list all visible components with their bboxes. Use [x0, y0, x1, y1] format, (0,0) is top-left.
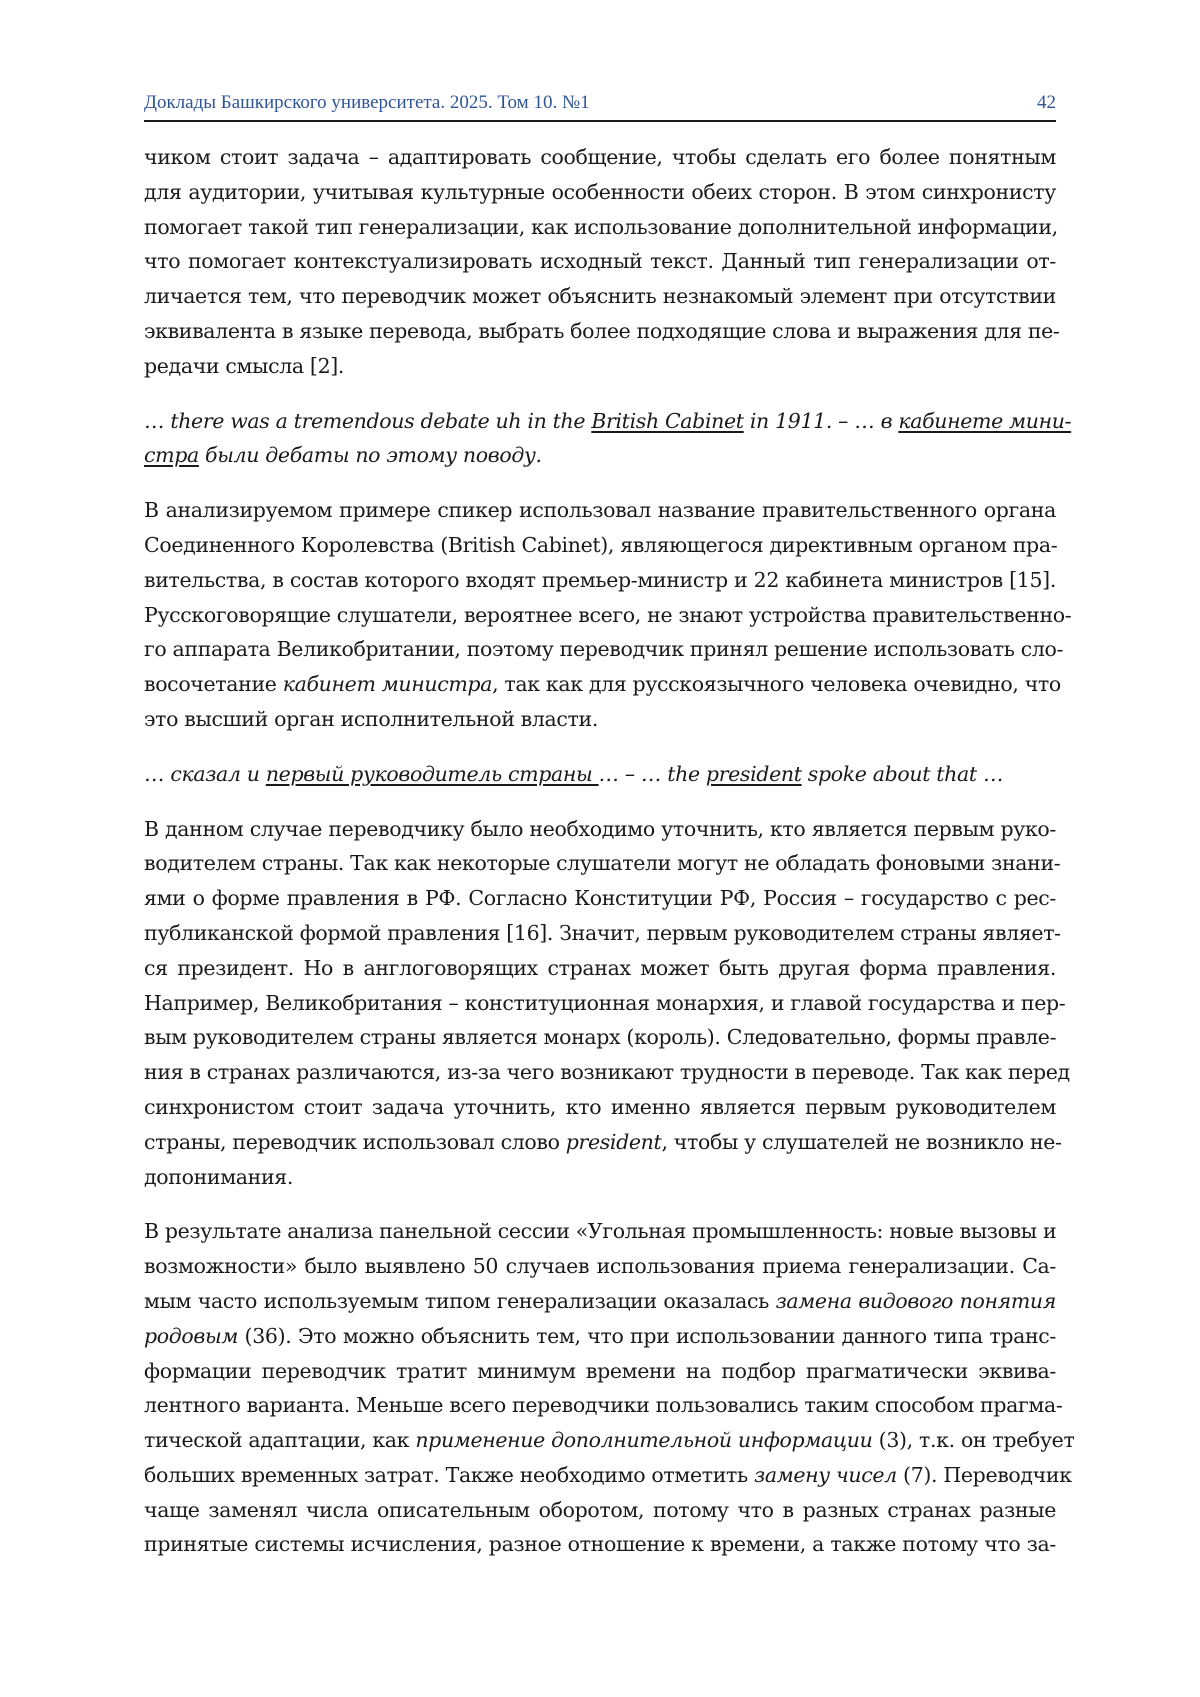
text-line: вительства, в состав которого входят премьер-министр и 22 кабинета министров [15].: [144, 567, 1056, 592]
text-line: помогает такой тип генерализации, как использование дополнительной информации,: [144, 214, 1058, 239]
italic-term: родовым: [144, 1323, 238, 1348]
example-2: [144, 757, 1056, 792]
paragraph-2: [144, 493, 1072, 737]
paragraph-1: [144, 140, 1060, 384]
text-line: лентного варианта. Меньше всего переводчики пользовались таким способом прагма-: [144, 1393, 1063, 1418]
article-body: [144, 140, 1075, 1562]
example-line: стра были дебаты по этому поводу.: [144, 443, 542, 468]
italic-term: president: [565, 1129, 662, 1154]
underlined-term: president: [705, 761, 802, 786]
text-line: допонимания.: [144, 1164, 294, 1189]
text-line: Соединенного Королевства (British Cabinet), являющегося директивным органом пра-: [144, 532, 1058, 557]
text-line: ся президент. Но в англоговорящих странах может быть другая форма правления.: [144, 955, 1056, 980]
text-line: чаще заменял числа описательным оборотом, потому что в разных странах разные: [144, 1497, 1056, 1522]
paragraph-4: [144, 1214, 1075, 1562]
text-line: родовым (36). Это можно объяснить тем, что при использовании данного типа транс-: [144, 1323, 1056, 1348]
underlined-term: British Cabinet: [591, 408, 744, 433]
text-line: водителем страны. Так как некоторые слушатели могут не обладать фоновыми знани-: [144, 851, 1061, 876]
paragraph-3: [144, 812, 1070, 1195]
running-header: [144, 90, 1056, 122]
text-line: Например, Великобритания – конституционная монархия, и главой государства и пер-: [144, 990, 1066, 1015]
text-line: В результате анализа панельной сессии «Угольная промышленность: новые вызовы и: [144, 1219, 1057, 1244]
text-line: для аудитории, учитывая культурные особенности обеих сторон. В этом синхронисту: [144, 179, 1056, 204]
underlined-term: первый руководитель страны: [265, 761, 599, 786]
text-line: Русскоговорящие слушатели, вероятнее всего, не знают устройства правительственно-: [144, 602, 1072, 627]
example-line: … there was a tremendous debate uh in the British Cabinet in 1911. – … в кабинете мини-: [144, 408, 1072, 433]
text-line: формации переводчик тратит минимум времени на подбор прагматически эквива-: [144, 1358, 1056, 1383]
example-line: … сказал и первый руководитель страны … – … the president spoke about that …: [144, 761, 1004, 786]
text-line: эквивалента в языке перевода, выбрать более подходящие слова и выражения для пе-: [144, 318, 1060, 343]
text-line: редачи смысла [2].: [144, 353, 345, 378]
italic-term: замену чисел: [754, 1462, 897, 1487]
text-line: восочетание кабинет министра, так как для русскоязычного человека очевидно, что: [144, 672, 1061, 697]
italic-term: замена видового понятия: [775, 1288, 1056, 1313]
text-line: ния в странах различаются, из-за чего возникают трудности в переводе. Так как перед: [144, 1060, 1070, 1085]
text-line: тической адаптации, как применение дополнительной информации (3), т.к. он требует: [144, 1428, 1075, 1453]
text-line: больших временных затрат. Также необходимо отметить замену чисел (7). Переводчик: [144, 1462, 1072, 1487]
text-line: чиком стоит задача – адаптировать сообщение, чтобы сделать его более понятным: [144, 145, 1056, 169]
text-line: это высший орган исполнительной власти.: [144, 706, 599, 731]
text-line: мым часто используемым типом генерализации оказалась замена видового понятия: [144, 1288, 1056, 1313]
text-line: что помогает контекстуализировать исходный текст. Данный тип генерализации от-: [144, 249, 1056, 274]
page-number: 42: [1037, 92, 1056, 113]
text-line: В анализируемом примере спикер использовал название правительственного органа: [144, 498, 1056, 523]
example-1: [144, 404, 1072, 474]
underlined-term: кабинете мини-: [898, 408, 1072, 433]
text-line: го аппарата Великобритании, поэтому переводчик принял решение использовать сло-: [144, 637, 1064, 662]
italic-term: кабинет министра: [282, 672, 493, 697]
text-line: публиканской формой правления [16]. Значит, первым руководителем страны являет-: [144, 920, 1061, 945]
text-line: синхронистом стоит задача уточнить, кто именно является первым руководителем: [144, 1094, 1056, 1119]
text-line: возможности» было выявлено 50 случаев использования приема генерализации. Са-: [144, 1254, 1056, 1279]
italic-term: применение дополнительной информации: [415, 1428, 873, 1453]
underlined-term: стра: [144, 443, 199, 468]
text-line: ями о форме правления в РФ. Согласно Конституции РФ, Россия – государство с рес-: [144, 886, 1056, 911]
text-line: принятые системы исчисления, разное отношение к времени, а также потому что за-: [144, 1532, 1056, 1557]
text-line: страны, переводчик использовал слово president, чтобы у слушателей не возникло не-: [144, 1129, 1062, 1154]
text-line: В данном случае переводчику было необходимо уточнить, кто является первым руко-: [144, 816, 1056, 841]
journal-title: Доклады Башкирского университета. 2025. Том 10. №1: [144, 92, 590, 113]
text-line: вым руководителем страны является монарх (король). Следовательно, формы правле-: [144, 1025, 1057, 1050]
text-line: личается тем, что переводчик может объяснить незнакомый элемент при отсутствии: [144, 284, 1056, 309]
